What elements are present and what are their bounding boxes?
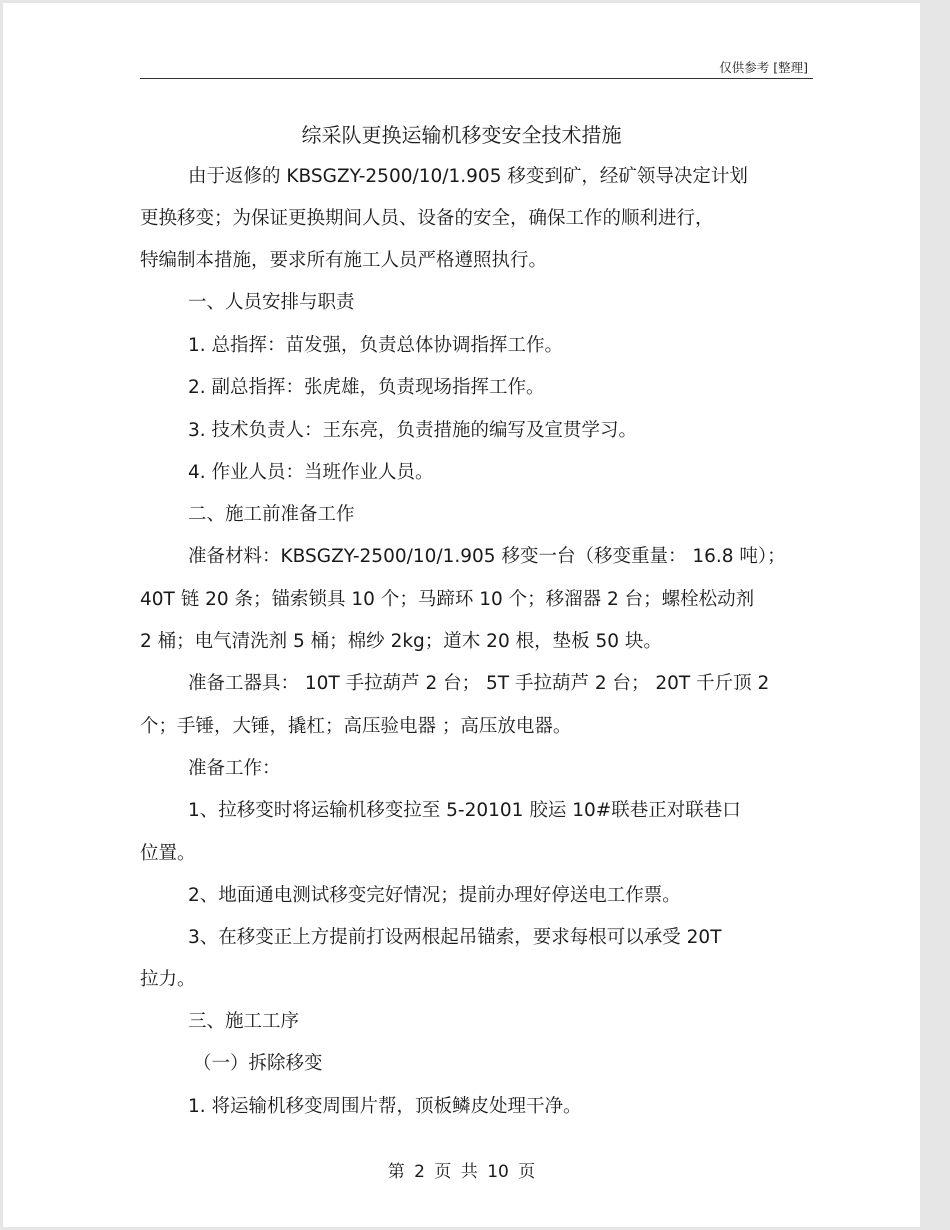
header-note: 仅供参考 [整理]: [719, 60, 808, 75]
tools-line-1: 准备工器具： 10T 手拉葫芦 2 台； 5T 手拉葫芦 2 台； 20T 千斤顶 2: [188, 673, 770, 694]
intro-line-1: 由于返修的 KBSGZY-2500/10/1.905 移变到矿，经矿领导决定计划: [188, 166, 748, 187]
section2-heading: 二、施工前准备工作: [188, 504, 355, 525]
section1-item-3: 3. 技术负责人：王东亮，负责措施的编写及宣贯学习。: [188, 420, 638, 441]
section1-item-4: 4. 作业人员：当班作业人员。: [188, 462, 434, 483]
page-footer: 第 2 页 共 10 页: [387, 1162, 536, 1182]
section1-heading: 一、人员安排与职责: [188, 292, 355, 313]
tools-line-2: 个；手锤，大锤，撬杠；高压验电器 ；高压放电器。: [140, 716, 572, 737]
document-page: [3, 3, 920, 1227]
work-line-4: 3、在移变正上方提前打设两根起吊锚索，要求每根可以承受 20T: [188, 927, 722, 948]
work-heading: 准备工作：: [188, 758, 281, 779]
section1-item-2: 2. 副总指挥：张虎雄，负责现场指挥工作。: [188, 377, 545, 398]
section3-heading: 三、施工工序: [188, 1011, 300, 1032]
work-line-3: 2、地面通电测试移变完好情况；提前办理好停送电工作票。: [188, 885, 681, 906]
materials-line-2: 40T 链 20 条；锚索锁具 10 个；马蹄环 10 个；移溜器 2 台；螺栓松动剂: [140, 589, 755, 610]
header-rule: [140, 78, 813, 79]
intro-line-2: 更换移变；为保证更换期间人员、设备的安全，确保工作的顺利进行，: [140, 208, 714, 229]
section3-subheading: （一）拆除移变: [193, 1053, 323, 1074]
work-line-5: 拉力。: [140, 969, 196, 990]
document-title: 综采队更换运输机移变安全技术措施: [301, 123, 622, 147]
materials-line-3: 2 桶；电气清洗剂 5 桶；棉纱 2kg；道木 20 根，垫板 50 块。: [140, 631, 662, 652]
section3-item-1: 1. 将运输机移变周围片帮，顶板鳞皮处理干净。: [188, 1096, 582, 1117]
work-line-1: 1、拉移变时将运输机移变拉至 5-20101 胶运 10#联巷正对联巷口: [188, 800, 741, 821]
work-line-2: 位置。: [140, 843, 196, 864]
intro-line-3: 特编制本措施，要求所有施工人员严格遵照执行。: [140, 250, 548, 271]
section1-item-1: 1. 总指挥：苗发强，负责总体协调指挥工作。: [188, 335, 564, 356]
materials-line-1: 准备材料：KBSGZY-2500/10/1.905 移变一台（移变重量： 16.8 吨）；: [188, 546, 786, 567]
